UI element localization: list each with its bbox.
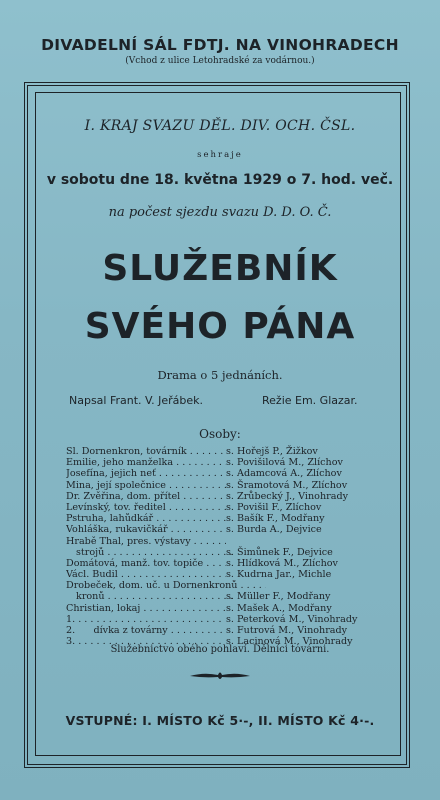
cast-row: [66, 580, 376, 591]
cast-role: Domátová, manž. tov. topiče . . .: [66, 558, 226, 569]
cast-row: [66, 625, 376, 636]
event-datetime: v sobotu dne 18. května 1929 o 7. hod. več.: [46, 172, 394, 188]
venue-subtitle: (Vchod z ulice Letohradské za vodárnou.): [125, 56, 315, 66]
cast-actor: s. Futrová M., Vinohrady: [226, 625, 348, 636]
cast-list: [66, 446, 376, 647]
cast-heading: Osoby:: [199, 427, 241, 441]
play-title-line2: SVÉHO PÁNA: [84, 306, 356, 347]
cast-role: Christian, lokaj . . .: [66, 603, 226, 614]
cast-role: strojů . . .: [66, 547, 236, 558]
cast-role: Drobeček, dom. uč. u Dornenkronů . . .: [66, 580, 266, 591]
cast-row: [66, 547, 376, 558]
inner-border: [35, 92, 401, 756]
cast-row: [66, 513, 376, 524]
cast-actor: s. Adamcová A., Zlíchov: [226, 468, 342, 480]
cast-actor: s. Hořejš P., Žižkov: [226, 446, 318, 457]
play-genre: Drama o 5 jednáních.: [157, 368, 283, 382]
cast-actor: s. Mašek A., Modřany: [226, 602, 332, 614]
cast-row: [66, 524, 376, 535]
cast-actor: s. Burda A., Dejvice: [226, 524, 322, 536]
cast-role: Vohláška, rukavičkář . . .: [66, 524, 226, 535]
cast-role: Václ. Budil . . .: [66, 569, 226, 580]
performs-label: sehraje: [197, 150, 243, 160]
cast-actor: s. Šramotová M., Zlíchov: [226, 479, 348, 491]
cast-role: Emilie, jeho manželka . . .: [66, 457, 226, 468]
cast-role: Levínský, tov. ředitel . . .: [66, 502, 226, 513]
cast-row: [66, 502, 376, 513]
event-honor: na počest sjezdu svazu D. D. O. Č.: [108, 205, 332, 220]
cast-row: [66, 457, 376, 468]
ornament-flourish: [188, 668, 252, 682]
cast-actor: s. Bašík F., Modřany: [226, 513, 325, 525]
extras-note: Služebnictvo obého pohlaví. Dělníci továrni.: [110, 644, 330, 655]
cast-actor: s. Povišil F., Zlíchov: [226, 501, 322, 513]
cast-actor: s. Müller F., Modřany: [226, 591, 331, 603]
cast-role: Mina, její společnice . . .: [66, 480, 226, 491]
cast-actor: s. Povišilová M., Zlíchov: [226, 457, 343, 469]
cast-actor: s. Kudrna Jar., Michle: [226, 569, 332, 581]
venue-title: DIVADELNÍ SÁL FDTJ. NA VINOHRADECH: [41, 36, 399, 54]
ticket-prices: VSTUPNÉ: I. MÍSTO Kč 5·-, II. MÍSTO Kč 4·-.: [65, 713, 375, 728]
cast-role: Sl. Dornenkron, továrník . . .: [66, 446, 226, 457]
cast-role: Josefína, jejich neť . . .: [66, 468, 226, 479]
cast-row: [66, 468, 376, 479]
cast-row: [66, 569, 376, 580]
cast-actor: s. Zrůbecký J., Vinohrady: [226, 490, 349, 502]
cast-role: Pstruha, lahůdkář . . .: [66, 513, 226, 524]
cast-role: 1. . . .: [66, 614, 226, 625]
cast-actor: s. Peterková M., Vinohrady: [226, 613, 358, 625]
play-title-line1: SLUŽEBNÍK: [102, 248, 338, 289]
cast-actor: s. Hlídková M., Zlíchov: [226, 557, 338, 569]
cast-row: [66, 614, 376, 625]
cast-role: 2. dívka z továrny . . .: [66, 625, 226, 636]
cast-row: [66, 591, 376, 602]
cast-role: 3. . . .: [66, 636, 226, 647]
cast-row: [66, 558, 376, 569]
cast-row: [66, 480, 376, 491]
cast-role: Dr. Zvěřina, dom. přítel . . .: [66, 491, 226, 502]
cast-role: Hrabě Thal, pres. výstavy . . .: [66, 536, 226, 547]
cast-row: [66, 491, 376, 502]
organizer: I. KRAJ SVAZU DĚL. DIV. OCH. ČSL.: [84, 118, 356, 134]
play-author: Napsal Frant. V. Jeřábek.: [69, 394, 204, 407]
cast-role: kronů . . .: [66, 591, 236, 602]
play-director: Režie Em. Glazar.: [262, 394, 358, 407]
cast-row: [66, 536, 376, 547]
cast-row: [66, 603, 376, 614]
cast-actor: s. Lacinová M., Vinohrady: [226, 636, 353, 648]
cast-actor: s. Šimůnek F., Dejvice: [226, 546, 333, 558]
cast-row: [66, 446, 376, 457]
